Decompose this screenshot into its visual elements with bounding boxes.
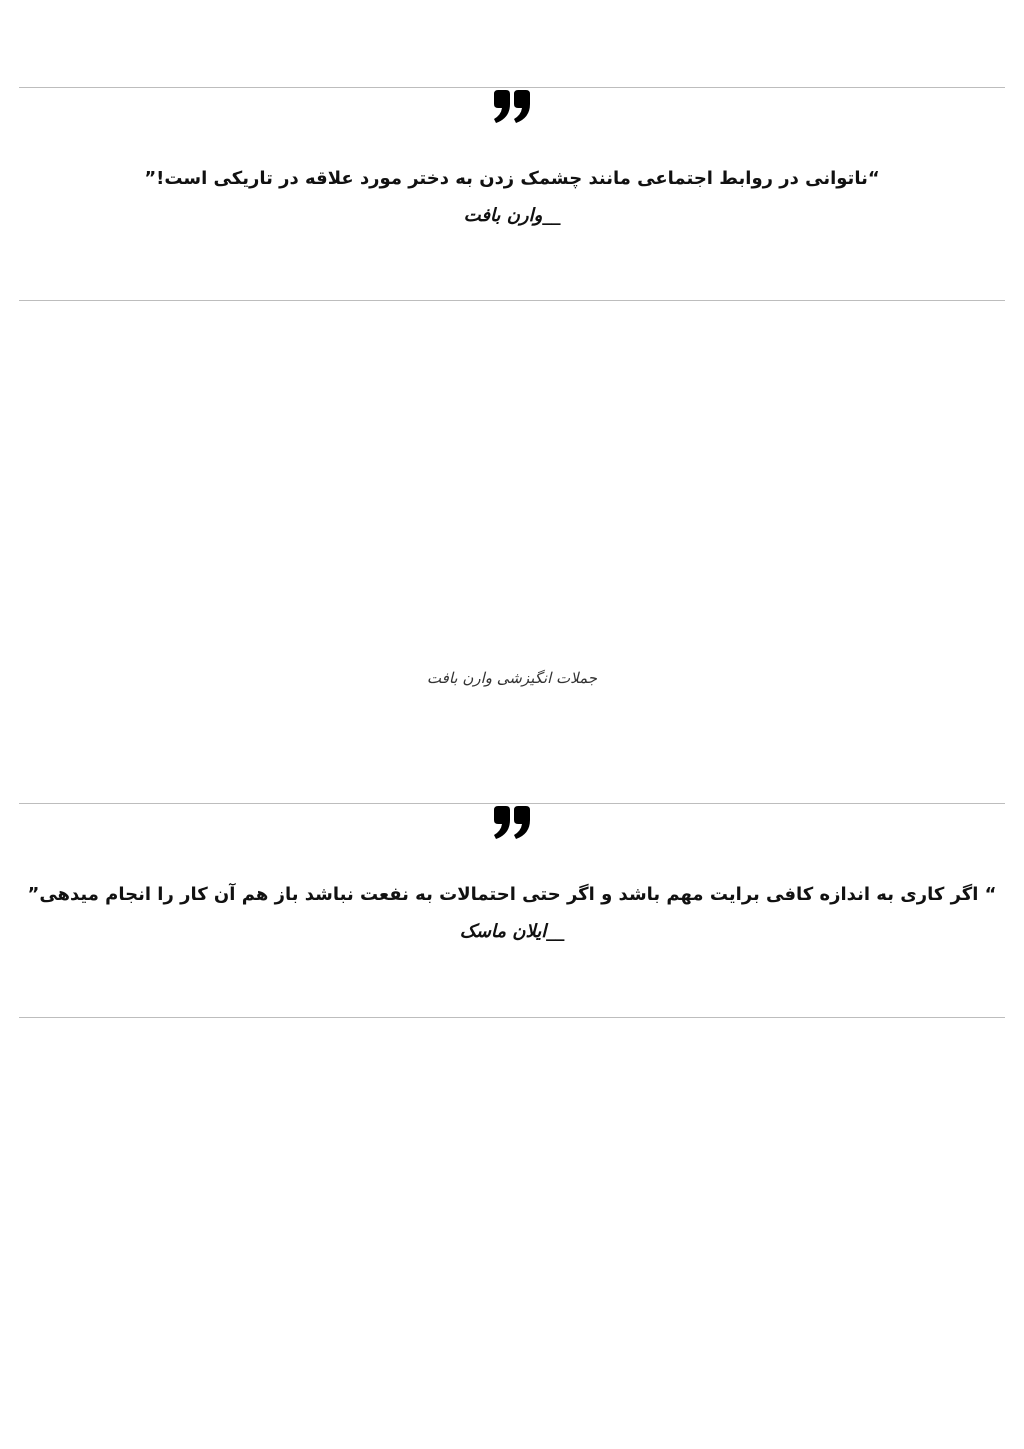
blockquote-warren-buffett — [19, 87, 1005, 301]
quote-text: “ناتوانی در روابط اجتماعی مانند چشمک زدن به دختر مورد علاقه در تاریکی است!” — [144, 168, 880, 189]
blockquote-elon-musk — [19, 803, 1005, 1018]
quote-author: __ایلان ماسک — [459, 921, 565, 942]
image-caption: جملات انگیزشی وارن بافت — [426, 669, 598, 687]
quote-mark-icon — [492, 90, 532, 124]
quote-author: __وارن بافت — [463, 205, 561, 226]
quote-mark-icon — [492, 806, 532, 840]
quote-text: “ اگر کاری به اندازه کافی برایت مهم باشد و اگر حتی احتمالات به نفعت نباشد باز هم آن کار را انجام میدهی” — [27, 884, 997, 905]
